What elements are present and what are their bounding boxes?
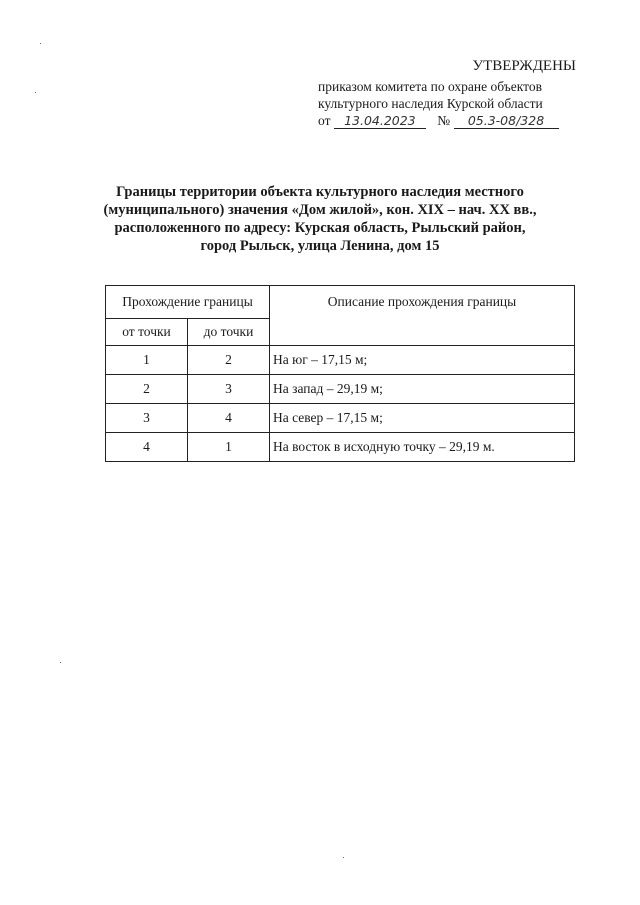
approval-line-2: культурного наследия Курской области xyxy=(318,96,543,111)
title-line-3: расположенного по адресу: Курская область, Рыльский район, xyxy=(114,220,526,236)
approval-line-1: приказом комитета по охране объектов xyxy=(318,79,542,94)
date-prefix: от xyxy=(318,113,331,128)
cell-description: На юг – 17,15 м; xyxy=(270,346,575,375)
header-to: до точки xyxy=(188,319,270,346)
cell-from: 4 xyxy=(106,433,188,462)
cell-from: 3 xyxy=(106,404,188,433)
table-row xyxy=(106,404,575,433)
table-row xyxy=(106,346,575,375)
cell-description: На восток в исходную точку – 29,19 м. xyxy=(270,433,575,462)
approval-heading: УТВЕРЖДЕНЫ xyxy=(472,58,576,74)
number-prefix: № xyxy=(437,113,451,128)
cell-description: На север – 17,15 м; xyxy=(270,404,575,433)
cell-to: 1 xyxy=(188,433,270,462)
title-line-4: город Рыльск, улица Ленина, дом 15 xyxy=(200,238,440,254)
cell-to: 4 xyxy=(188,404,270,433)
scan-speck xyxy=(60,662,61,663)
scan-speck xyxy=(343,857,344,858)
scan-speck xyxy=(40,43,41,44)
table-row xyxy=(106,433,575,462)
document-title xyxy=(90,183,550,255)
scan-speck xyxy=(35,92,36,93)
order-date: 13.04.2023 xyxy=(334,114,426,129)
table-row xyxy=(106,375,575,404)
order-number: 05.3-08/328 xyxy=(454,114,559,129)
boundary-table xyxy=(105,285,575,462)
approval-date-line xyxy=(318,112,588,129)
header-from: от точки xyxy=(106,319,188,346)
cell-to: 3 xyxy=(188,375,270,404)
cell-to: 2 xyxy=(188,346,270,375)
header-description: Описание прохождения границы xyxy=(270,286,575,346)
header-boundary: Прохождение границы xyxy=(106,286,270,319)
cell-from: 1 xyxy=(106,346,188,375)
table-header-row xyxy=(106,286,575,319)
title-line-2: (муниципального) значения «Дом жилой», кон. XIX – нач. XX вв., xyxy=(103,202,537,218)
title-line-1: Границы территории объекта культурного наследия местного xyxy=(116,184,524,200)
approval-block xyxy=(318,58,588,129)
cell-description: На запад – 29,19 м; xyxy=(270,375,575,404)
cell-from: 2 xyxy=(106,375,188,404)
